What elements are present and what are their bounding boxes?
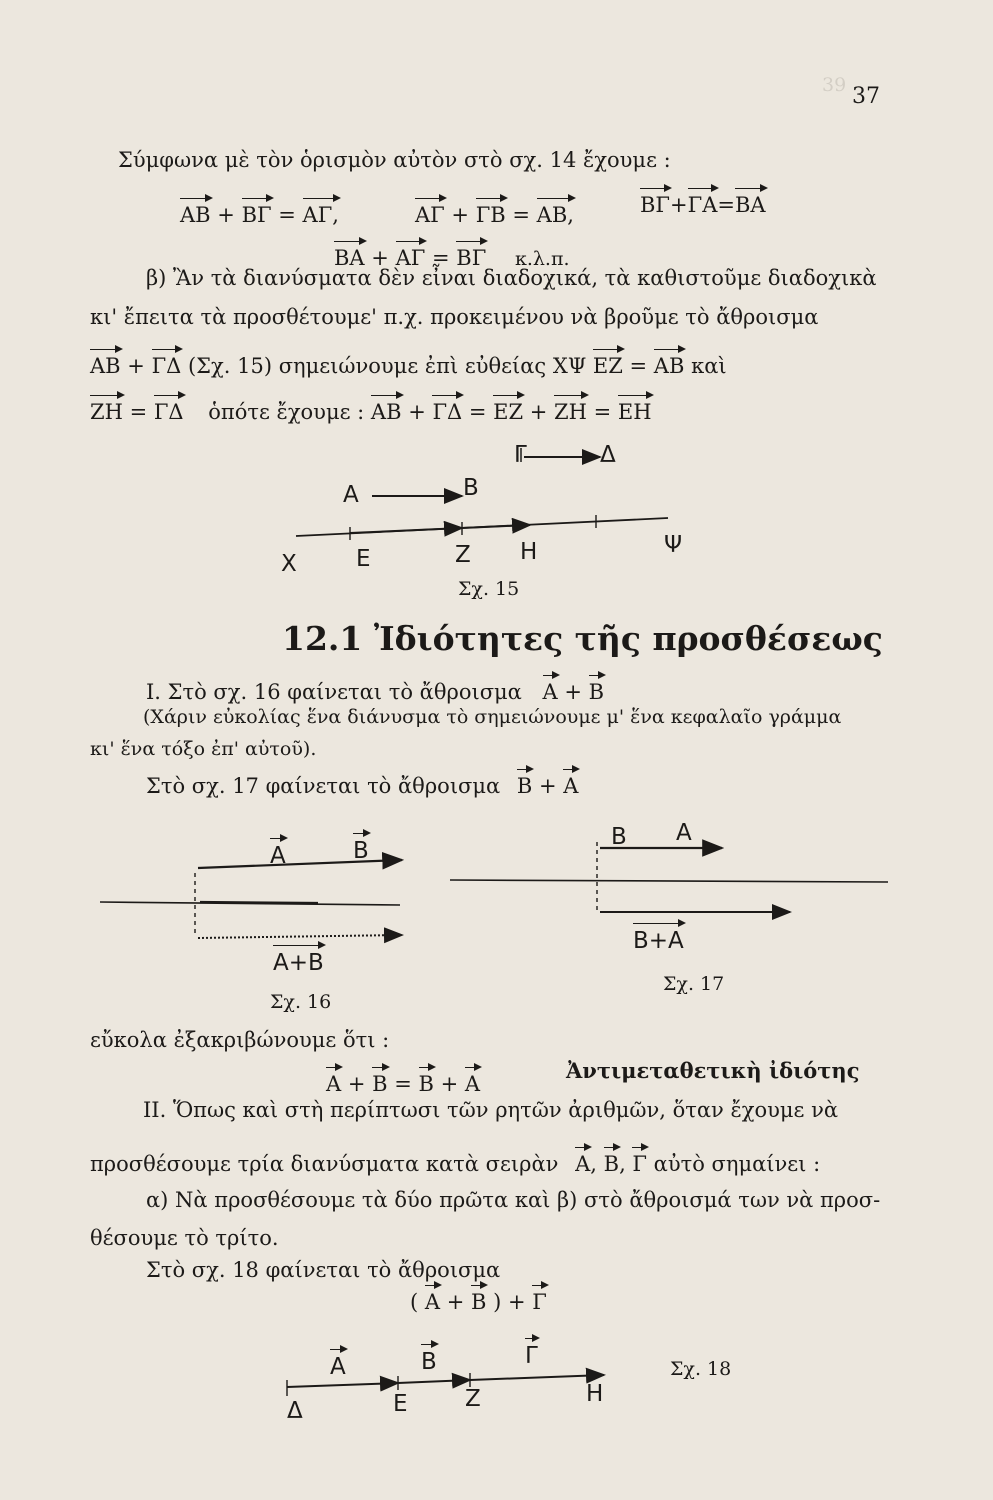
fig18-label-z: Z xyxy=(465,1386,481,1412)
fig16-label-sum: A+B xyxy=(273,950,324,976)
fig18-vector-b xyxy=(398,1380,470,1383)
paragraph-I-line-1: I. Στὸ σχ. 16 φαίνεται τὸ ἄθροισμα A + B xyxy=(146,680,605,704)
paragraph-II-line-3: α) Νὰ προσθέσουμε τὰ δύο πρῶτα καὶ β) στὸ ἄθροισμά των νὰ προσ- xyxy=(146,1188,881,1212)
fig18-label-h: H xyxy=(586,1381,604,1407)
fig18-vector-a xyxy=(287,1383,398,1387)
fig17-line xyxy=(450,880,888,882)
fig17-label-b: B xyxy=(611,824,627,850)
fig15-label-psi: Ψ xyxy=(664,532,683,558)
fig15-label-z: Z xyxy=(455,542,471,568)
paragraph-beta-2: κι' ἔπειτα τὰ προσθέτουμε' π.χ. προκειμένου νὰ βροῦμε τὸ ἄθροισμα xyxy=(90,305,819,329)
page-number: 37 xyxy=(852,84,880,109)
fig16-vector-b xyxy=(198,860,402,868)
fig16-caption: Σχ. 16 xyxy=(270,991,332,1013)
fig15-label-h: H xyxy=(520,539,538,565)
fig16-label-a: A xyxy=(270,843,286,869)
fig18-caption: Σχ. 18 xyxy=(670,1358,732,1380)
fig18-label-d: Δ xyxy=(287,1398,303,1424)
expression-18: ( A + B ) + Γ xyxy=(410,1290,547,1314)
paragraph-II-line-1: II. Ὅπως καὶ στὴ περίπτωσι τῶν ρητῶν ἀριθμῶν, ὅταν ἔχουμε νὰ xyxy=(143,1098,839,1122)
equation-line-2: AΓ + ΓB = AB, xyxy=(415,203,574,227)
paragraph-I-line-3: κι' ἕνα τόξο ἐπ' αὐτοῦ). xyxy=(90,738,317,760)
fig15-label-e: E xyxy=(356,546,371,572)
paragraph-beta-1: β) Ἂν τὰ διανύσματα δὲν εἶναι διαδοχικά, τὰ καθιστοῦμε διαδοχικὰ xyxy=(146,266,877,290)
vector-ez-arrow xyxy=(350,528,462,533)
fig18-label-a: A xyxy=(330,1354,346,1380)
easy-line: εὔκολα ἐξακριβώνουμε ὅτι : xyxy=(90,1028,390,1052)
section-title: Ἰδιότητες τῆς προσθέσεως xyxy=(373,619,883,658)
line-zh-gd: ZH = ΓΔ ὁπότε ἔχουμε : AB + ΓΔ = EZ + ZH = EH xyxy=(90,400,652,424)
fig16-label-b: B xyxy=(353,838,369,864)
equation-line-1: AB + BΓ = AΓ, xyxy=(180,203,339,227)
vector-bg: BΓ xyxy=(241,203,272,227)
section-number: 12.1 xyxy=(282,619,363,658)
paragraph-I-line-2: (Χάριν εὐκολίας ἕνα διάνυσμα τὸ σημειώνουμε μ' ἕνα κεφαλαῖο γράμμα xyxy=(143,706,842,728)
fig18-label-b: B xyxy=(421,1349,437,1375)
fig17-label-a: A xyxy=(676,820,692,846)
intro-line: Σύμφωνα μὲ τὸν ὁρισμὸν αὐτὸν στὸ σχ. 14 ἔχουμε : xyxy=(118,148,671,172)
fig15-label-d: Δ xyxy=(600,442,616,468)
paragraph-II-line-2: προσθέσουμε τρία διανύσματα κατὰ σειρὰν A, B, Γ αὐτὸ σημαίνει : xyxy=(90,1152,821,1176)
fig15-label-g: Γ xyxy=(514,442,527,468)
paragraph-I-line-4: Στὸ σχ. 17 φαίνεται τὸ ἄθροισμα B + A xyxy=(146,774,579,798)
vector-ag: AΓ, xyxy=(302,203,339,227)
fig18-label-e: E xyxy=(393,1391,408,1417)
equation-line-4: BA + AΓ = BΓ κ.λ.π. xyxy=(334,246,570,270)
fig15-caption: Σχ. 15 xyxy=(458,578,520,600)
bleed-page-number: 39 xyxy=(822,74,847,96)
line-ab-gd: AB + ΓΔ (Σχ. 15) σημειώνουμε ἐπὶ εὐθείας XΨ EZ = AB καὶ xyxy=(90,354,727,378)
fig17-caption: Σχ. 17 xyxy=(663,973,725,995)
commutative-equation: A + B = B + A xyxy=(326,1072,481,1096)
section-heading xyxy=(282,619,883,658)
fig16-vector-a xyxy=(200,902,318,903)
vector-ab: AB xyxy=(180,203,211,227)
fig16-vector-sum xyxy=(198,935,402,938)
fig15-label-b: B xyxy=(463,475,479,501)
fig15-label-x: X xyxy=(281,551,297,577)
paragraph-II-line-5: Στὸ σχ. 18 φαίνεται τὸ ἄθροισμα xyxy=(146,1258,501,1282)
equation-line-3: BΓ+ΓA=BA xyxy=(640,193,766,217)
paragraph-II-line-4: θέσουμε τὸ τρίτο. xyxy=(90,1226,279,1250)
commutative-label: Ἀντιμεταθετικὴ ἰδιότης xyxy=(566,1058,860,1083)
fig17-label-sum: B+A xyxy=(633,928,684,954)
fig18-vector-g xyxy=(470,1375,604,1380)
fig15-label-a: A xyxy=(343,482,359,508)
fig18-label-g: Γ xyxy=(525,1343,538,1369)
